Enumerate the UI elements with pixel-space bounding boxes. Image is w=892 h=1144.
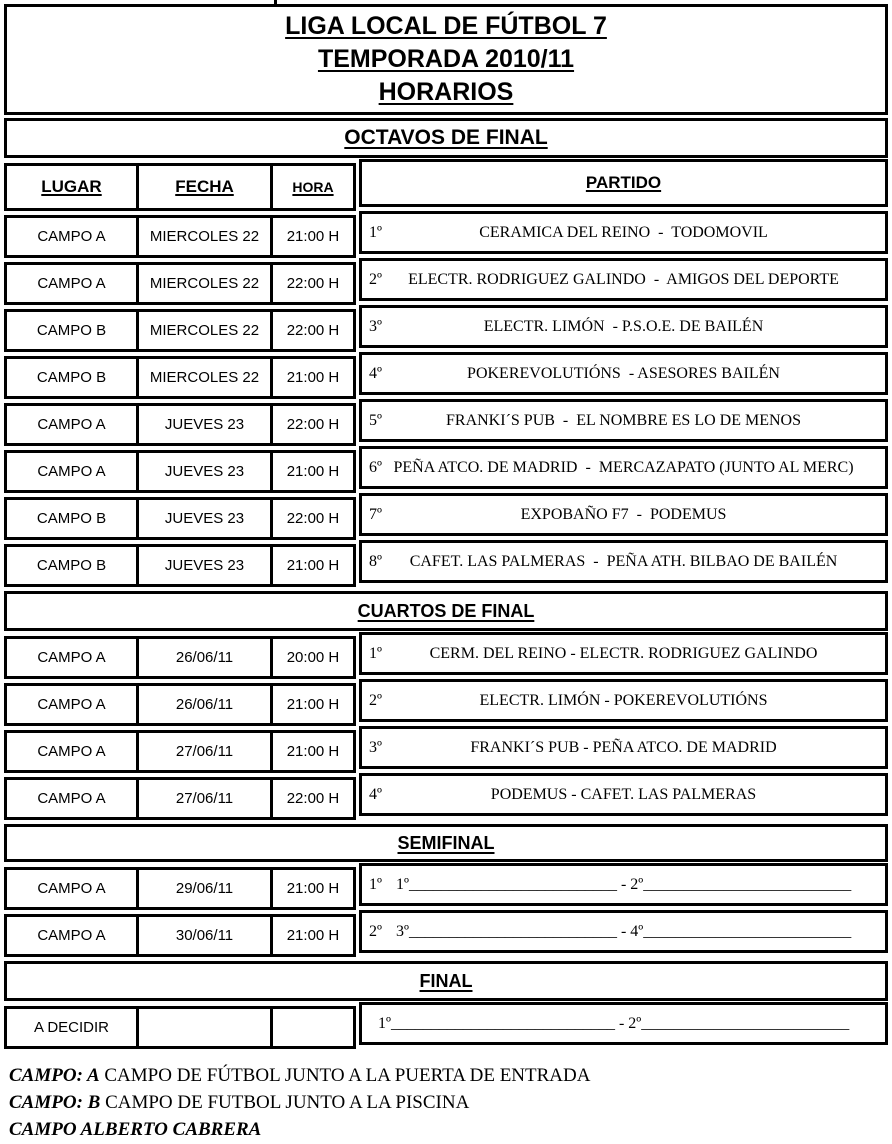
row-left-block <box>4 309 356 352</box>
section-title-cuartos-de-final: CUARTOS DE FINAL <box>357 600 535 621</box>
venue-cell <box>7 733 136 770</box>
match-text: POKEREVOLUTIÓNS - ASESORES BAILÉN <box>467 364 780 382</box>
match-number: 4º <box>369 364 382 382</box>
match-cell <box>359 863 888 906</box>
time-cell-value: 21:00 H <box>286 743 340 760</box>
date-cell <box>136 312 270 349</box>
row-left-block <box>4 867 356 910</box>
field-note-a <box>9 1062 888 1089</box>
table-row-cuartos-de-final-3 <box>4 730 888 773</box>
venue-cell <box>7 780 136 817</box>
match-number: 8º <box>369 552 382 570</box>
venue-cell-value: CAMPO A <box>37 275 106 292</box>
time-cell <box>270 359 353 396</box>
date-cell <box>136 870 270 907</box>
season-title: TEMPORADA 2010/11 <box>317 45 575 73</box>
time-cell <box>270 733 353 770</box>
match-text: FRANKI´S PUB - PEÑA ATCO. DE MADRID <box>470 738 777 756</box>
time-cell-value: 22:00 H <box>286 416 340 433</box>
table-row-octavos-de-final-3 <box>4 309 888 352</box>
match-cell <box>359 726 888 769</box>
date-cell-value: 26/06/11 <box>175 696 234 713</box>
match-number: 1º <box>369 875 382 893</box>
document-header <box>4 4 888 115</box>
match-text: ELECTR. RODRIGUEZ GALINDO - AMIGOS DEL DEPORTE <box>408 270 839 288</box>
venue-cell-value: CAMPO B <box>36 557 107 574</box>
table-row-cuartos-de-final-4 <box>4 777 888 820</box>
time-cell-value: 21:00 H <box>286 927 340 944</box>
schedule-title: HORARIOS <box>378 78 514 106</box>
time-cell <box>270 917 353 954</box>
field-note-b <box>9 1089 888 1116</box>
section-header-cuartos-de-final <box>4 591 888 631</box>
section-title-semifinal: SEMIFINAL <box>397 832 495 853</box>
venue-cell <box>7 453 136 490</box>
match-cell <box>359 305 888 348</box>
time-cell <box>270 265 353 302</box>
date-cell <box>136 780 270 817</box>
time-cell <box>270 406 353 443</box>
time-cell <box>270 218 353 255</box>
time-cell <box>270 686 353 723</box>
venue-cell-value: CAMPO A <box>37 463 106 480</box>
time-cell <box>270 453 353 490</box>
match-cell <box>359 910 888 953</box>
match-cell <box>359 446 888 489</box>
time-cell-value: 21:00 H <box>286 880 340 897</box>
table-row-octavos-de-final-7 <box>4 497 888 540</box>
field-note-a-label: CAMPO: A <box>9 1065 100 1086</box>
match-text: 1º__________________________ - 2º__________________________ <box>396 875 852 893</box>
row-left-block <box>4 1006 356 1049</box>
match-cell <box>359 1002 888 1045</box>
column-header-left-block <box>4 163 356 211</box>
time-cell-value: 22:00 H <box>286 322 340 339</box>
match-number: 2º <box>369 270 382 288</box>
match-cell <box>359 352 888 395</box>
row-left-block <box>4 730 356 773</box>
date-cell-value: JUEVES 23 <box>164 463 245 480</box>
field-note-b-label: CAMPO: B <box>9 1092 101 1113</box>
time-cell <box>270 870 353 907</box>
match-text: FRANKI´S PUB - EL NOMBRE ES LO DE MENOS <box>446 411 801 429</box>
date-cell-value: JUEVES 23 <box>164 510 245 527</box>
section-header-semifinal <box>4 824 888 862</box>
match-number: 3º <box>369 738 382 756</box>
field-note-cabrera <box>9 1116 888 1143</box>
row-left-block <box>4 914 356 957</box>
venue-cell-value: CAMPO A <box>37 790 106 807</box>
column-header-row <box>4 163 888 211</box>
venue-cell <box>7 265 136 302</box>
match-cell <box>359 493 888 536</box>
date-cell <box>136 265 270 302</box>
match-number: 1º <box>369 223 382 241</box>
time-cell-value: 20:00 H <box>286 649 340 666</box>
date-cell <box>136 453 270 490</box>
date-cell <box>136 1009 270 1046</box>
date-cell-value: 26/06/11 <box>175 649 234 666</box>
column-header-hora-label: HORA <box>292 179 334 195</box>
table-row-octavos-de-final-1 <box>4 215 888 258</box>
match-cell <box>359 773 888 816</box>
section-title-final: FINAL <box>419 970 473 991</box>
venue-cell-value: A DECIDIR <box>33 1019 109 1036</box>
date-cell-value: 29/06/11 <box>175 880 234 897</box>
match-text: PODEMUS - CAFET. LAS PALMERAS <box>490 785 757 803</box>
date-cell-value: JUEVES 23 <box>164 557 245 574</box>
venue-cell <box>7 359 136 396</box>
column-header-fecha <box>136 166 270 208</box>
venue-cell <box>7 639 136 676</box>
time-cell-value: 21:00 H <box>286 228 340 245</box>
column-header-fecha-label: FECHA <box>175 177 234 196</box>
time-cell <box>270 780 353 817</box>
date-cell <box>136 639 270 676</box>
venue-cell-value: CAMPO A <box>37 649 106 666</box>
time-cell <box>270 312 353 349</box>
venue-cell <box>7 686 136 723</box>
table-row-octavos-de-final-6 <box>4 450 888 493</box>
column-header-hora <box>270 166 353 208</box>
row-left-block <box>4 497 356 540</box>
time-cell-value: 21:00 H <box>286 696 340 713</box>
time-cell-value: 21:00 H <box>286 369 340 386</box>
match-cell <box>359 540 888 583</box>
match-text: ELECTR. LIMÓN - P.S.O.E. DE BAILÉN <box>483 317 764 335</box>
venue-cell-value: CAMPO A <box>37 228 106 245</box>
date-cell-value: MIERCOLES 22 <box>149 369 260 386</box>
venue-cell <box>7 917 136 954</box>
match-text: 1º____________________________ - 2º__________________________ <box>378 1014 850 1032</box>
match-cell <box>359 679 888 722</box>
time-cell <box>270 639 353 676</box>
table-row-octavos-de-final-4 <box>4 356 888 399</box>
time-cell-value: 21:00 H <box>286 463 340 480</box>
match-cell <box>359 399 888 442</box>
time-cell-value: 22:00 H <box>286 790 340 807</box>
column-header-lugar <box>7 166 136 208</box>
table-row-cuartos-de-final-1 <box>4 636 888 679</box>
match-number: 2º <box>369 691 382 709</box>
match-text: CERM. DEL REINO - ELECTR. RODRIGUEZ GALINDO <box>429 644 818 662</box>
border-artifact-tick <box>274 0 277 5</box>
venue-cell-value: CAMPO B <box>36 322 107 339</box>
table-row-cuartos-de-final-2 <box>4 683 888 726</box>
time-cell <box>270 1009 353 1046</box>
footer-notes <box>4 1062 888 1143</box>
match-number: 7º <box>369 505 382 523</box>
match-text: PEÑA ATCO. DE MADRID - MERCAZAPATO (JUNTO AL MERC) <box>393 458 854 476</box>
table-row-octavos-de-final-2 <box>4 262 888 305</box>
date-cell <box>136 917 270 954</box>
field-note-a-text: CAMPO DE FÚTBOL JUNTO A LA PUERTA DE ENTRADA <box>99 1065 591 1086</box>
venue-cell-value: CAMPO A <box>37 696 106 713</box>
venue-cell-value: CAMPO A <box>37 927 106 944</box>
match-text: ELECTR. LIMÓN - POKEREVOLUTIÓNS <box>479 691 768 709</box>
match-number: 6º <box>369 458 382 476</box>
date-cell <box>136 359 270 396</box>
time-cell-value: 22:00 H <box>286 510 340 527</box>
time-cell-value: 22:00 H <box>286 275 340 292</box>
date-cell-value: 30/06/11 <box>175 927 234 944</box>
time-cell-value: 21:00 H <box>286 557 340 574</box>
bracket-sections <box>4 118 888 1049</box>
field-note-b-text: CAMPO DE FUTBOL JUNTO A LA PISCINA <box>100 1092 470 1113</box>
match-number: 5º <box>369 411 382 429</box>
venue-cell <box>7 1009 136 1046</box>
table-row-final-1 <box>4 1006 888 1049</box>
row-left-block <box>4 356 356 399</box>
field-note-cabrera-label: CAMPO ALBERTO CABRERA <box>9 1119 262 1140</box>
row-left-block <box>4 262 356 305</box>
match-text: CAFET. LAS PALMERAS - PEÑA ATH. BILBAO DE BAILÉN <box>409 552 838 570</box>
venue-cell-value: CAMPO A <box>37 743 106 760</box>
match-text: 3º__________________________ - 4º__________________________ <box>396 922 852 940</box>
venue-cell <box>7 406 136 443</box>
date-cell <box>136 733 270 770</box>
venue-cell <box>7 547 136 584</box>
date-cell <box>136 406 270 443</box>
match-number: 3º <box>369 317 382 335</box>
table-row-semifinal-1 <box>4 867 888 910</box>
date-cell-value: JUEVES 23 <box>164 416 245 433</box>
date-cell-value: MIERCOLES 22 <box>149 228 260 245</box>
date-cell <box>136 686 270 723</box>
match-number: 2º <box>369 922 382 940</box>
match-text: EXPOBAÑO F7 - PODEMUS <box>520 505 727 523</box>
venue-cell <box>7 500 136 537</box>
date-cell-value: 27/06/11 <box>175 743 234 760</box>
venue-cell-value: CAMPO A <box>37 416 106 433</box>
match-text: CERAMICA DEL REINO - TODOMOVIL <box>479 223 768 241</box>
row-left-block <box>4 215 356 258</box>
date-cell <box>136 500 270 537</box>
section-header-octavos-de-final <box>4 118 888 158</box>
section-header-final <box>4 961 888 1001</box>
column-header-partido-label: PARTIDO <box>585 173 662 192</box>
venue-cell-value: CAMPO A <box>37 880 106 897</box>
venue-cell-value: CAMPO B <box>36 510 107 527</box>
row-left-block <box>4 450 356 493</box>
row-left-block <box>4 777 356 820</box>
row-left-block <box>4 403 356 446</box>
table-row-octavos-de-final-8 <box>4 544 888 587</box>
date-cell-value: MIERCOLES 22 <box>149 275 260 292</box>
date-cell-value: MIERCOLES 22 <box>149 322 260 339</box>
date-cell <box>136 218 270 255</box>
match-number: 4º <box>369 785 382 803</box>
match-cell <box>359 211 888 254</box>
match-number: 1º <box>369 644 382 662</box>
table-row-octavos-de-final-5 <box>4 403 888 446</box>
match-cell <box>359 258 888 301</box>
date-cell <box>136 547 270 584</box>
table-row-semifinal-2 <box>4 914 888 957</box>
match-cell <box>359 632 888 675</box>
row-left-block <box>4 636 356 679</box>
time-cell <box>270 500 353 537</box>
date-cell-value: 27/06/11 <box>175 790 234 807</box>
row-left-block <box>4 544 356 587</box>
column-header-lugar-label: LUGAR <box>41 177 102 196</box>
column-header-partido <box>359 159 888 207</box>
venue-cell <box>7 870 136 907</box>
time-cell <box>270 547 353 584</box>
section-title-octavos-de-final: OCTAVOS DE FINAL <box>344 126 548 149</box>
venue-cell <box>7 218 136 255</box>
league-title: LIGA LOCAL DE FÚTBOL 7 <box>285 12 607 40</box>
venue-cell-value: CAMPO B <box>36 369 107 386</box>
row-left-block <box>4 683 356 726</box>
venue-cell <box>7 312 136 349</box>
